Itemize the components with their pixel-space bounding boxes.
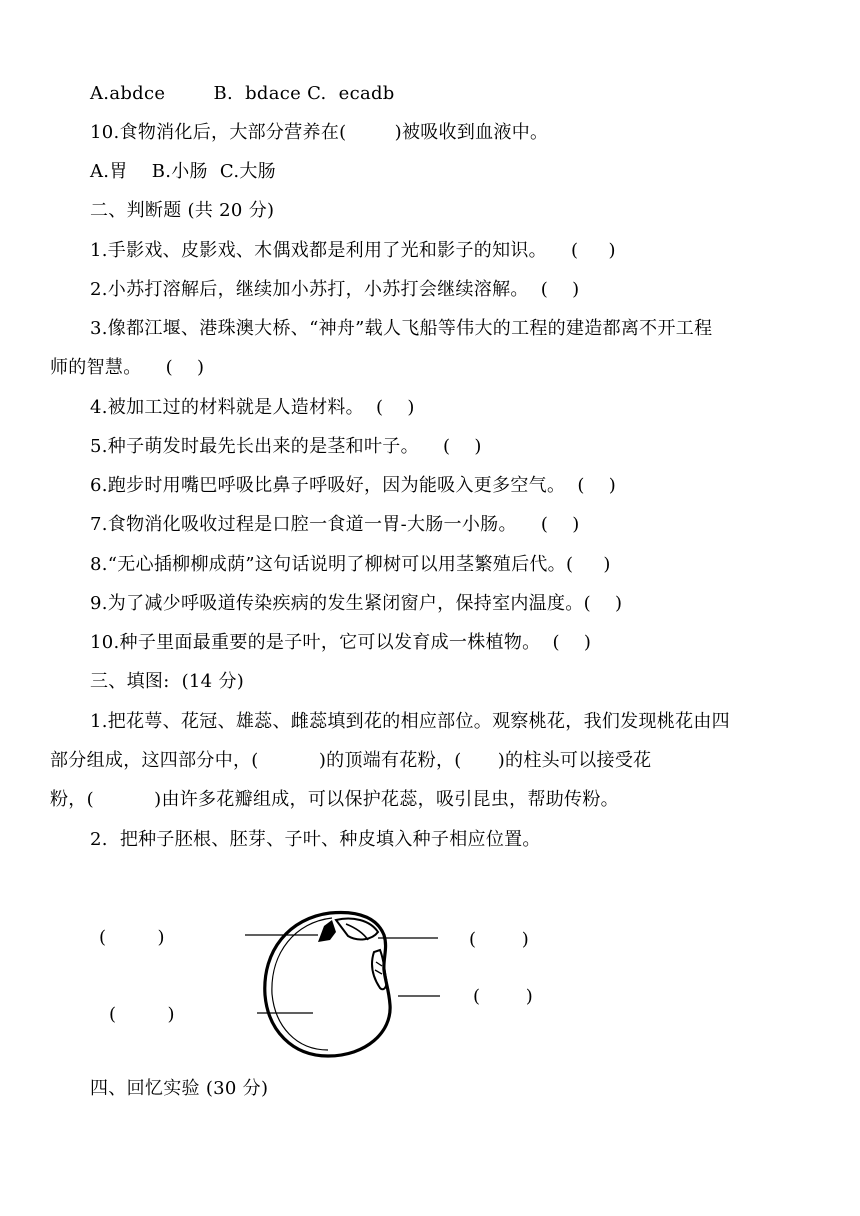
- line-options-9: A.abdce B. bdace C. ecadb: [90, 83, 395, 104]
- judge-item-2: 2.小苏打溶解后，继续加小苏打，小苏打会继续溶解。 ( ): [90, 279, 580, 300]
- fill-item-1: 1.把花萼、花冠、雄蕊、雌蕊填到花的相应部位。观察桃花，我们发现桃花由四: [90, 711, 730, 732]
- judge-item-5: 5.种子萌发时最先长出来的是茎和叶子。 ( ): [90, 436, 482, 457]
- judge-item-6: 6.跑步时用嘴巴呼吸比鼻子呼吸好，因为能吸入更多空气。 ( ): [90, 475, 617, 496]
- label-blank-bottom-left: ( ): [109, 1004, 175, 1025]
- label-blank-bottom-right: ( ): [473, 986, 533, 1007]
- judge-item-1: 1.手影戏、皮影戏、木偶戏都是利用了光和影子的知识。 ( ): [90, 240, 616, 261]
- section-3-heading: 三、填图: (14 分): [90, 671, 245, 692]
- fill-item-2: 2. 把种子胚根、胚芽、子叶、种皮填入种子相应位置。: [90, 829, 541, 850]
- label-blank-top-left: ( ): [99, 927, 165, 948]
- section-4-heading: 四、回忆实验 (30 分): [90, 1078, 269, 1099]
- seed-drawing: [0, 880, 860, 1070]
- judge-item-8: 8.“无心插柳柳成荫”这句话说明了柳树可以用茎繁殖后代。( ): [90, 554, 611, 575]
- question-10: 10.食物消化后，大部分营养在( )被吸收到血液中。: [90, 122, 549, 143]
- judge-item-3-cont: 师的智慧。 ( ): [50, 357, 205, 378]
- section-2-heading: 二、判断题 (共 20 分): [90, 200, 275, 221]
- judge-item-3: 3.像都江堰、港珠澳大桥、“神舟”载人飞船等伟大的工程的建造都离不开工程: [90, 318, 713, 339]
- fill-item-1-cont-1: 部分组成，这四部分中，( )的顶端有花粉，( )的柱头可以接受花: [50, 750, 652, 771]
- seed-diagram: [0, 880, 860, 1070]
- judge-item-9: 9.为了减少呼吸道传染疾病的发生紧闭窗户，保持室内温度。( ): [90, 593, 623, 614]
- judge-item-10: 10.种子里面最重要的是子叶，它可以发育成一株植物。 ( ): [90, 632, 592, 653]
- label-blank-top-right: ( ): [469, 929, 529, 950]
- judge-item-7: 7.食物消化吸收过程是口腔一食道一胃-大肠一小肠。 ( ): [90, 514, 580, 535]
- options-10: A.胃 B.小肠 C.大肠: [90, 161, 276, 182]
- judge-item-4: 4.被加工过的材料就是人造材料。 ( ): [90, 397, 415, 418]
- fill-item-1-cont-2: 粉，( )由许多花瓣组成，可以保护花蕊，吸引昆虫，帮助传粉。: [50, 789, 619, 810]
